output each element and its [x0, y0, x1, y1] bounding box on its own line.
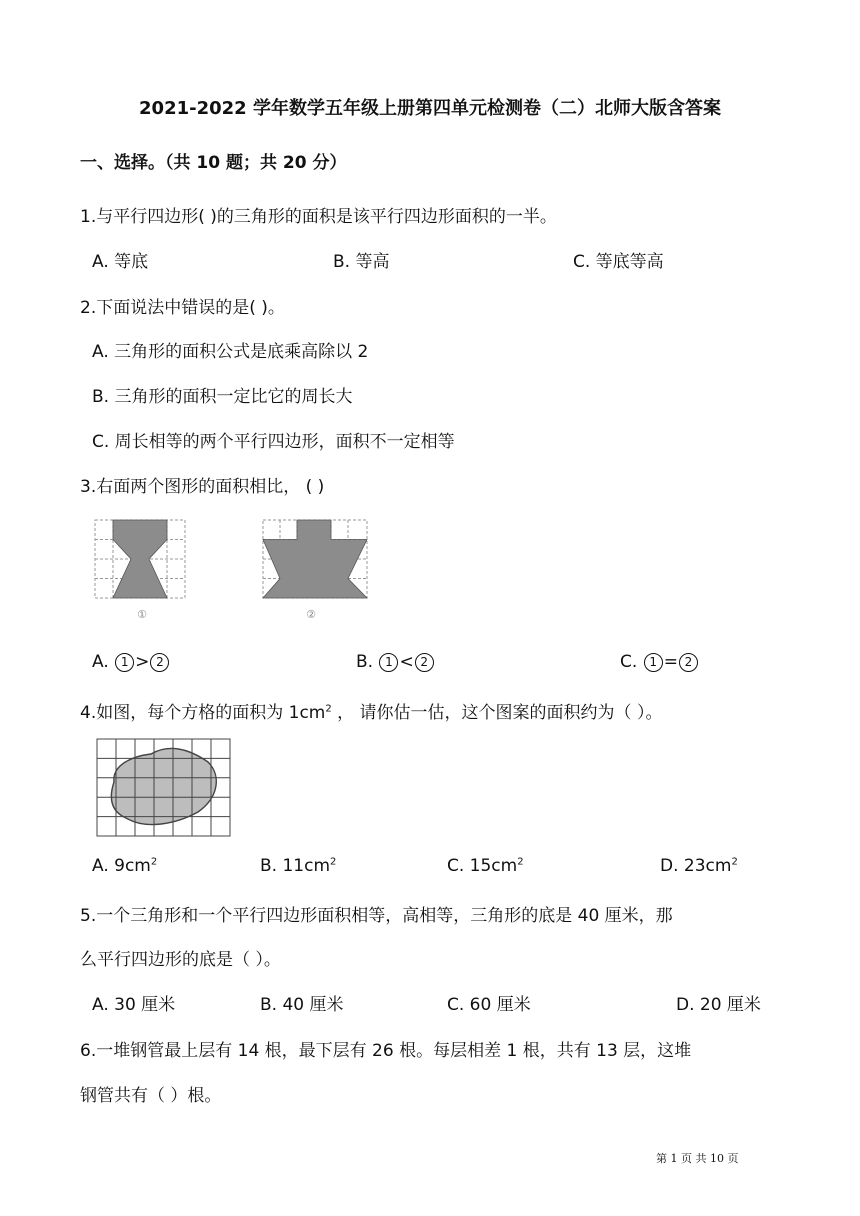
question-3-stem: 3.右面两个图形的面积相比， ( ) [80, 477, 325, 497]
question-5-stem-line-2: 么平行四边形的底是（ ）。 [80, 950, 281, 970]
question-4-option-a [92, 856, 157, 876]
question-2-option-b: B. 三角形的面积一定比它的周长大 [92, 387, 353, 407]
superscript: 2 [330, 856, 337, 868]
section-heading: 一、选择。（共 10 题；共 20 分） [80, 153, 347, 173]
question-4-option-d [660, 856, 738, 876]
question-5-option-c: C. 60 厘米 [447, 995, 531, 1015]
option-c-symbol: = [663, 652, 678, 672]
figure-2-label: ② [306, 608, 316, 621]
question-6-stem-line-2: 钢管共有（ ）根。 [80, 1086, 222, 1106]
option-b-prefix: B. [356, 652, 379, 672]
option-b-symbol: < [399, 652, 414, 672]
question-6-stem-line-1: 6.一堆钢管最上层有 14 根，最下层有 26 根。每层相差 1 根，共有 13 层，这堆 [80, 1041, 692, 1061]
figure-2-shape [261, 518, 371, 623]
option-a-symbol: > [135, 652, 150, 672]
superscript: 2 [325, 703, 332, 715]
figure-1-hourglass [93, 518, 188, 623]
option-b-text: B. 11cm [260, 856, 331, 876]
option-c-prefix: C. [620, 652, 643, 672]
question-4-option-b [260, 856, 336, 876]
question-5-option-a: A. 30 厘米 [92, 995, 176, 1015]
question-4-stem [80, 698, 662, 723]
question-5-option-d: D. 20 厘米 [676, 995, 761, 1015]
question-3-option-a [92, 652, 170, 672]
question-1-option-c: C. 等底等高 [573, 252, 664, 272]
question-5-stem-line-1: 5.一个三角形和一个平行四边形面积相等，高相等，三角形的底是 40 厘米，那 [80, 906, 673, 926]
question-2-option-c: C. 周长相等的两个平行四边形，面积不一定相等 [92, 432, 455, 452]
figure-1-label: ① [137, 608, 147, 621]
question-3-option-c [620, 652, 699, 672]
superscript: 2 [731, 856, 738, 868]
option-c-text: C. 15cm [447, 856, 518, 876]
page-footer: 第 1 页 共 10 页 [656, 1152, 739, 1165]
circled-two: 2 [679, 653, 698, 672]
circled-one: 1 [644, 653, 663, 672]
question-3-option-b [356, 652, 435, 672]
question-2-option-a: A. 三角形的面积公式是底乘高除以 2 [92, 342, 369, 362]
circled-one: 1 [115, 653, 134, 672]
superscript: 2 [517, 856, 524, 868]
circled-two: 2 [415, 653, 434, 672]
circled-one: 1 [379, 653, 398, 672]
document-title: 2021-2022 学年数学五年级上册第四单元检测卷（二）北师大版含答案 [139, 98, 721, 119]
question-1-stem: 1.与平行四边形( )的三角形的面积是该平行四边形面积的一半。 [80, 207, 557, 227]
figure-blob-grid [96, 738, 232, 838]
question-4-stem-end: ， 请你估一估，这个图案的面积约为（ ）。 [331, 703, 663, 723]
option-a-text: A. 9cm [92, 856, 151, 876]
option-d-text: D. 23cm [660, 856, 732, 876]
question-1-option-b: B. 等高 [333, 252, 390, 272]
question-2-stem: 2.下面说法中错误的是( )。 [80, 298, 285, 318]
question-5-option-b: B. 40 厘米 [260, 995, 344, 1015]
question-4-stem-start: 4.如图，每个方格的面积为 1cm [80, 703, 326, 723]
question-1-option-a: A. 等底 [92, 252, 149, 272]
question-4-option-c [447, 856, 524, 876]
option-a-prefix: A. [92, 652, 115, 672]
circled-two: 2 [150, 653, 169, 672]
superscript: 2 [150, 856, 158, 868]
